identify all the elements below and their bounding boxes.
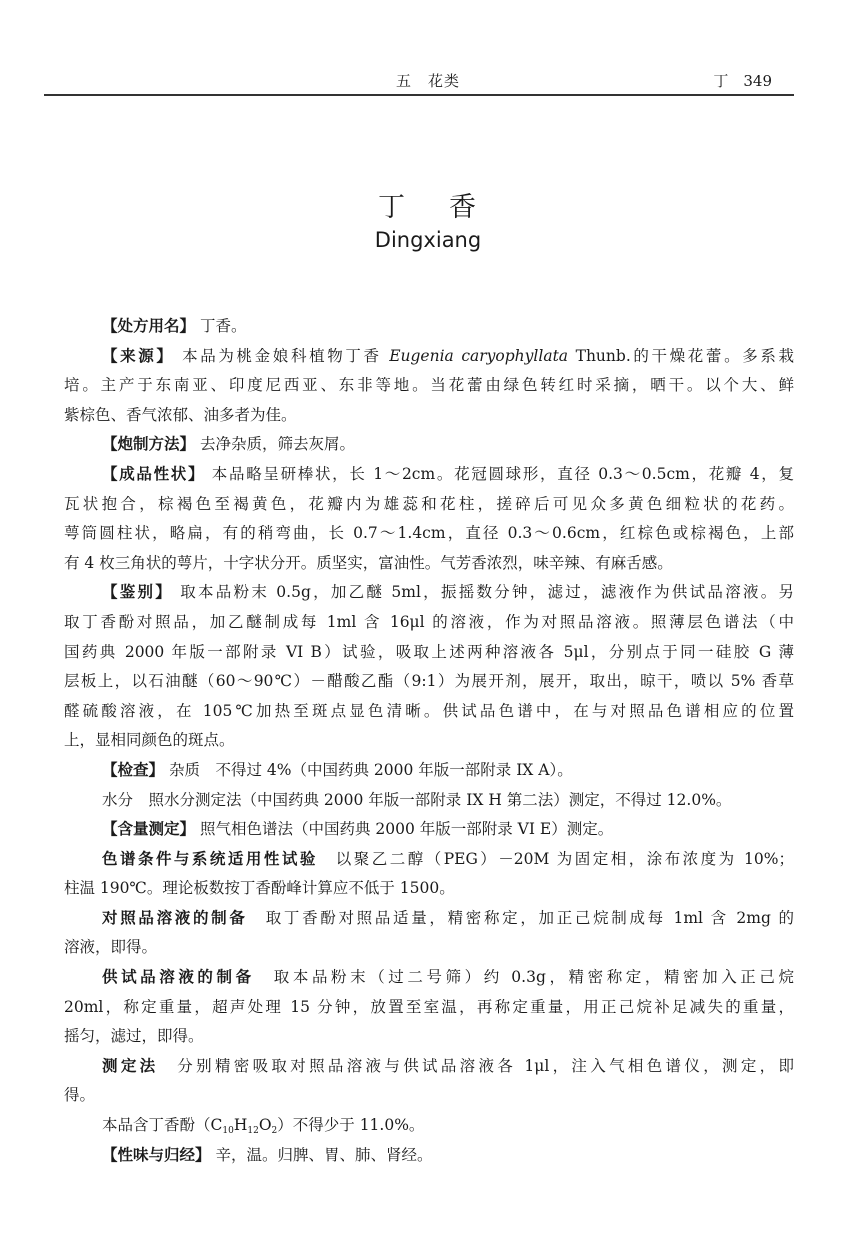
identification-line (64, 578, 794, 608)
assay-line: 得。 (64, 1086, 96, 1105)
assay-line: 20ml，称定重量，超声处理 15 分钟，放置至室温，再称定重量，用正己烷补足减失的重量， (64, 997, 794, 1016)
section-text: 取本品粉末 0.5g，加乙醚 5ml，振摇数分钟，滤过，滤液作为供试品溶液。另 (173, 583, 794, 602)
characteristics-line (64, 460, 794, 490)
source-line: 培。主产于东南亚、印度尼西亚、东非等地。当花蕾由绿色转红时采摘，晒干。以个大、鲜 (64, 376, 794, 395)
subsection-label: 测定法 (102, 1056, 159, 1075)
running-header (44, 62, 794, 96)
section-text: 辛，温。归脾、胃、肺、肾经。 (210, 1145, 433, 1164)
subsection-label: 对照品溶液的制备 (102, 908, 248, 927)
section-text: 分别精密吸取对照品溶液与供试品溶液各 1μl，注入气相色谱仪，测定，即 (158, 1056, 794, 1075)
subscript: 12 (247, 1126, 259, 1137)
section-text: 取本品粉末（过二号筛）约 0.3g，精密称定，精密加入正己烷 (254, 968, 794, 987)
section-text: 以聚乙二醇（PEG）－20M 为固定相，涂布浓度为 10%； (317, 849, 794, 868)
entry-title (0, 185, 856, 224)
prescription-name-line (64, 312, 794, 342)
section-label: 【炮制方法】 (102, 435, 196, 454)
section-text: 本品为桃金娘科植物丁香 (174, 346, 390, 365)
source-line (64, 342, 794, 372)
section-text: 照气相色谱法（中国药典 2000 年版一部附录 VI E）测定。 (195, 820, 614, 839)
section-label: 【成品性状】 (102, 464, 206, 483)
section-text: ）不得少于 11.0%。 (277, 1116, 425, 1135)
title-char-1: 丁 (378, 192, 407, 223)
entry-body (64, 312, 794, 1170)
subscript: 10 (222, 1126, 234, 1137)
characteristics-line: 瓦状抱合，棕褐色至褐黄色，花瓣内为雄蕊和花柱，搓碎后可见众多黄色细粒状的花药。 (64, 494, 794, 513)
identification-line: 上，显相同颜色的斑点。 (64, 731, 235, 750)
inspection-line: 水分 照水分测定法（中国药典 2000 年版一部附录 IX H 第二法）测定，不得过 12.0%。 (102, 790, 732, 809)
section-label: 【处方用名】 (102, 317, 196, 335)
subscript: 2 (271, 1126, 278, 1137)
section-text: H (233, 1116, 248, 1135)
assay-line: 柱温 190℃。理论板数按丁香酚峰计算应不低于 1500。 (64, 879, 455, 898)
assay-line: 溶液，即得。 (64, 938, 158, 957)
identification-line: 取丁香酚对照品，加乙醚制成每 1ml 含 16μl 的溶液，作为对照品溶液。照薄层色谱法（中 (64, 612, 794, 631)
source-line: 紫棕色、香气浓郁、油多者为佳。 (64, 405, 297, 424)
header-rule (44, 94, 794, 96)
characteristics-line: 有 4 枚三角状的萼片，十字状分开。质坚实，富油性。气芳香浓烈，味辛辣、有麻舌感。 (64, 553, 673, 572)
section-text: 丁香。 (195, 317, 247, 335)
section-text: Thunb.的干燥花蕾。多系栽 (568, 346, 794, 365)
assay-line (64, 963, 794, 993)
assay-line (64, 904, 794, 934)
assay-line: 摇匀，滤过，即得。 (64, 1027, 204, 1046)
identification-line: 醛硫酸溶液，在 105℃加热至斑点显色清晰。供试品色谱中，在与对照品色谱相应的位置 (64, 701, 794, 720)
assay-line (64, 845, 794, 875)
section-text: 杂质 不得过 4%（中国药典 2000 年版一部附录 IX A）。 (164, 760, 573, 779)
assay-line (64, 1052, 794, 1082)
header-page-number: 丁 349 (713, 72, 772, 90)
section-text: O (258, 1116, 272, 1135)
identification-line: 国药典 2000 年版一部附录 VI B）试验，吸取上述两种溶液各 5μl，分别点于同一硅胶 G 薄 (64, 642, 794, 661)
inspection-line (64, 756, 794, 786)
section-label: 【鉴别】 (102, 583, 174, 602)
section-label: 【性味与归经】 (102, 1145, 211, 1164)
section-text: 本品略呈研棒状，长 1～2cm。花冠圆球形，直径 0.3～0.5cm，花瓣 4，复 (205, 464, 794, 483)
section-label: 【检查】 (102, 760, 165, 779)
section-label: 【来源】 (102, 346, 175, 365)
latin-name: Eugenia caryophyllata (389, 346, 569, 365)
subsection-label: 供试品溶液的制备 (102, 968, 255, 987)
section-text: 取丁香酚对照品适量，精密称定，加正己烷制成每 1ml 含 2mg 的 (247, 908, 794, 927)
identification-line: 层板上，以石油醚（60～90℃）－醋酸乙酯（9:1）为展开剂，展开，取出，晾干，喷以 5% 香草 (64, 672, 794, 691)
section-text: 去净杂质，筛去灰屑。 (195, 435, 355, 454)
processing-line (64, 430, 794, 460)
assay-line (64, 815, 794, 845)
assay-content-line (64, 1111, 794, 1141)
nature-line (64, 1141, 794, 1171)
characteristics-line: 萼筒圆柱状，略扁，有的稍弯曲，长 0.7～1.4cm，直径 0.3～0.6cm，红棕色或棕褐色，上部 (64, 524, 794, 543)
entry-pinyin: Dingxiang (374, 228, 482, 252)
title-char-2: 香 (449, 192, 478, 223)
header-section-title: 五 花类 (396, 72, 461, 90)
section-text: 本品含丁香酚（C (102, 1116, 223, 1135)
subsection-label: 色谱条件与系统适用性试验 (102, 849, 318, 868)
section-label: 【含量测定】 (102, 820, 196, 839)
